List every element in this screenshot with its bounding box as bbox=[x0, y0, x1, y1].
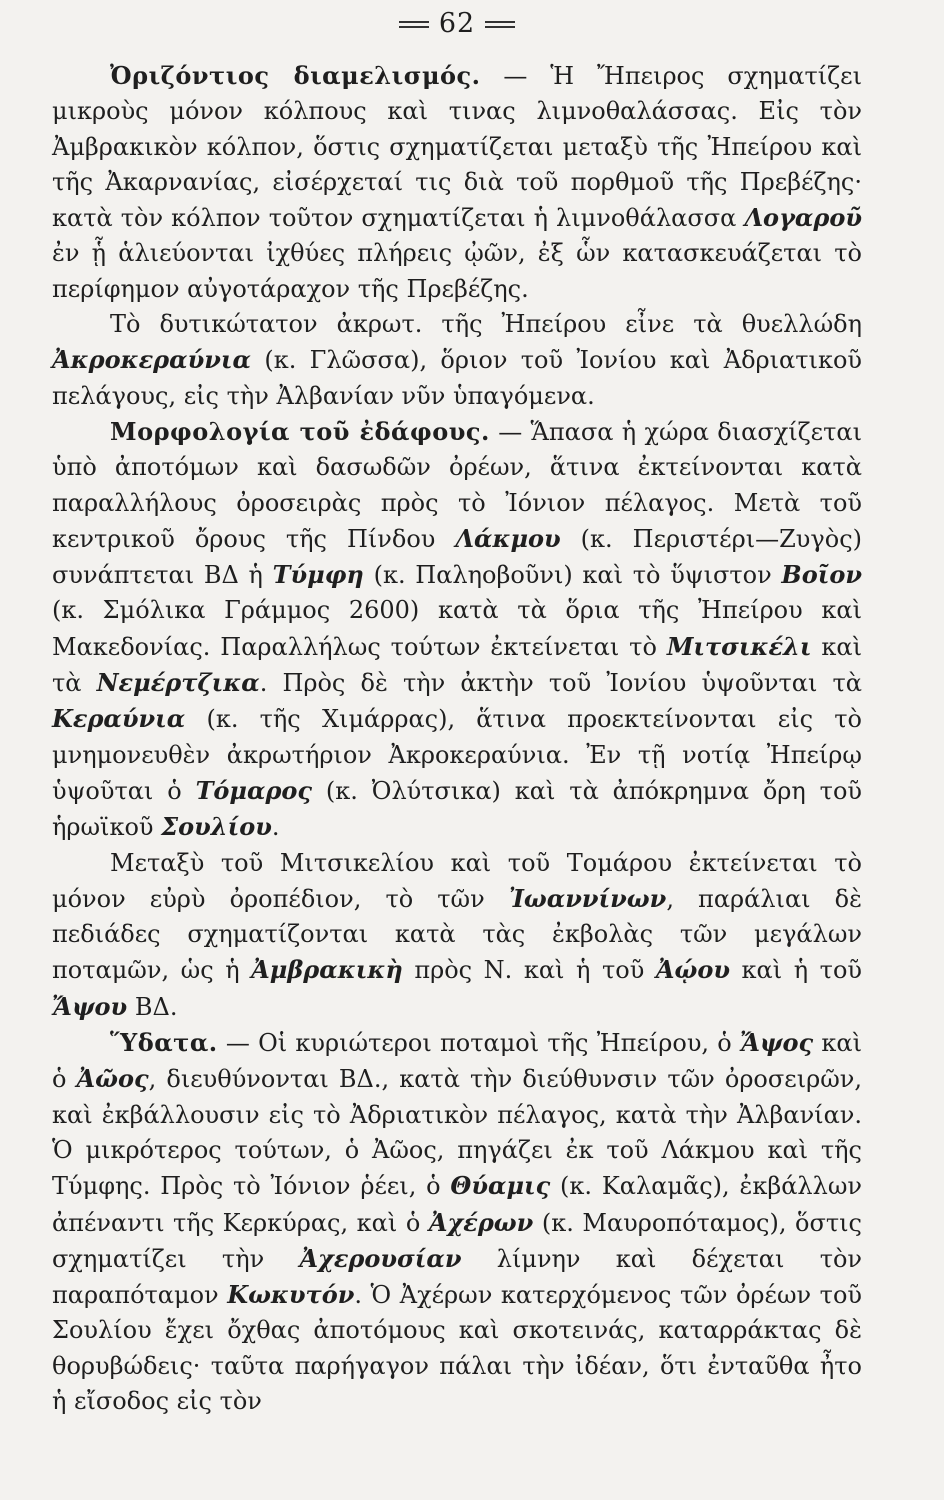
place-name: Ἀῴου bbox=[655, 955, 730, 985]
text-run: (κ. Μαυροπόταμος), ὅστις σχηματίζει τὴν bbox=[52, 1208, 862, 1273]
text-run: (κ. Σμόλικα Γράμμος 2600) κατὰ τὰ ὅρια τῆς Ἠπείρου καὶ Μακεδονίας. Παραλλήλως τούτων ἐκτείνεται τὸ bbox=[52, 596, 862, 661]
paragraph-westernmost-cape bbox=[52, 307, 862, 414]
text-run: — Οἱ κυριώτεροι ποταμοὶ τῆς Ἠπείρου, ὁ bbox=[217, 1029, 740, 1058]
place-name: Ἄψου bbox=[52, 991, 128, 1021]
place-name: Ἀχέρων bbox=[428, 1207, 534, 1237]
text-run: , διευθύνονται ΒΔ., κατὰ τὴν διεύθυνσιν τῶν ὀροσειρῶν, καὶ ἐκβάλλουσιν εἰς τὸ Ἀδριατικὸν πέλαγος, κατὰ τὴν Ἀλβανίαν. Ὁ μικρότερος τούτων, ὁ Ἀῶος, πηγάζει ἐκ τοῦ Λάκμου καὶ τῆς Τύμφης. Πρὸς τὸ Ἰόνιον ῥέει, ὁ bbox=[52, 1065, 862, 1201]
text-run: (κ. Γλῶσσα), ὅριον τοῦ Ἰονίου καὶ Ἀδριατικοῦ πελάγους, εἰς τὴν Ἀλβανίαν νῦν ὑπαγόμενα. bbox=[52, 346, 862, 410]
paragraph-plateau-plains bbox=[52, 846, 862, 1025]
text-run: καὶ ὁ bbox=[52, 1029, 862, 1094]
place-name: Ἰωαννίνων bbox=[508, 883, 667, 913]
text-run: , παράλιαι δὲ πεδιάδες σχηματίζονται κατὰ τὰς ἐκβολὰς τῶν μεγάλων ποταμῶν, ὡς ἡ bbox=[52, 884, 863, 985]
place-name: Ἀχερουσίαν bbox=[299, 1243, 462, 1273]
text-run: (κ. τῆς Χιμάρρας), ἅτινα προεκτείνονται εἰς τὸ μνημονευθὲν ἀκρωτήριον Ἀκροκεραύνια. Ἐν τῇ νοτίᾳ Ἠπείρῳ ὑψοῦται ὁ bbox=[52, 705, 862, 805]
text-run: — Ἡ Ἤπειρος σχηματίζει μικροὺς μόνον κόλπους καὶ τινας λιμνοθαλάσσας. Εἰς τὸν Ἀμβρακικὸν κόλπον, ὅστις σχηματίζεται μεταξὺ τῆς Ἠπείρου καὶ τῆς Ἀκαρνανίας, εἰσέρχεταί τις διὰ τοῦ πορθμοῦ τῆς Πρεβέζης· κατὰ τὸν κόλπον τοῦτον σχηματίζεται ἡ λιμνοθάλασσα bbox=[52, 62, 862, 233]
text-run: καὶ ἡ τοῦ bbox=[730, 956, 862, 985]
text-run: λίμνην καὶ δέχεται τὸν παραπόταμον bbox=[52, 1244, 863, 1310]
text-run: . bbox=[271, 813, 280, 842]
text-run: πρὸς Ν. καὶ ἡ τοῦ bbox=[402, 956, 656, 985]
place-name: Θύαμις bbox=[450, 1171, 551, 1201]
text-run: Μεταξὺ τοῦ Μιτσικελίου καὶ τοῦ Τομάρου ἐκτείνεται τὸ μόνον εὐρὺ ὀροπέδιον, τὸ τῶν bbox=[52, 848, 862, 913]
place-name: Σουλίου bbox=[161, 812, 272, 842]
text-run: ΒΔ. bbox=[127, 992, 178, 1021]
place-name: Λογαροῦ bbox=[744, 203, 862, 233]
place-name: Λάκμου bbox=[455, 523, 561, 553]
place-name: Τόμαρος bbox=[195, 775, 313, 805]
paragraph-horizontal-division bbox=[52, 58, 862, 307]
section-heading: Μορφολογία τοῦ ἐδάφους. bbox=[110, 416, 490, 446]
place-name: Ἀκροκεραύνια bbox=[52, 345, 251, 375]
paragraph-morphology bbox=[52, 414, 862, 846]
text-run: ἐν ᾗ ἁλιεύονται ἰχθύες πλήρεις ᾠῶν, ἐξ ὧν κατασκευάζεται τὸ περίφημον αὐγοτάραχον τῆς Πρεβέζης. bbox=[52, 239, 862, 303]
place-name: Τύμφη bbox=[272, 560, 364, 590]
page-number-right-rule bbox=[485, 21, 515, 28]
text-run: (κ. Καλαμᾶς), ἐκβάλλων ἀπέναντι τῆς Κερκύρας, καὶ ὁ bbox=[52, 1172, 863, 1237]
text-run: — Ἅπασα ἡ χώρα διασχίζεται ὑπὸ ἀποτόμων καὶ δασωδῶν ὀρέων, ἅτινα ἐκτείνονται κατὰ παραλλήλους ὀροσειρὰς πρὸς τὸ Ἰόνιον πέλαγος. Μετὰ τοῦ κεντρικοῦ ὄρους τῆς Πίνδου bbox=[52, 417, 863, 553]
text-run: (κ. Παληοβοῦνι) καὶ τὸ ὕψιστον bbox=[363, 561, 782, 590]
page-number bbox=[52, 0, 862, 50]
text-run: . Ὁ Ἀχέρων κατερχόμενος τῶν ὀρέων τοῦ Σουλίου ἔχει ὄχθας ἀποτόμους καὶ σκοτεινάς, καταρράκτας δὲ θορυβώδεις· ταῦτα παρήγαγον πάλαι τὴν ἰδέαν, ὅτι ἐνταῦθα ἦτο ἡ εἴσοδος εἰς τὸν bbox=[52, 1281, 862, 1415]
place-name: Ἀῶος bbox=[76, 1064, 149, 1094]
section-heading: Ὀριζόντιος διαμελισμός. bbox=[110, 61, 481, 90]
text-run: καὶ τὰ bbox=[52, 632, 862, 698]
text-run: (κ. Περιστέρι—Ζυγὸς) συνάπτεται ΒΔ ἡ bbox=[52, 524, 862, 590]
place-name: Μιτσικέλι bbox=[666, 631, 812, 661]
place-name: Ἄψος bbox=[739, 1028, 814, 1058]
text-run: Τὸ δυτικώτατον ἀκρωτ. τῆς Ἠπείρου εἶνε τὰ θυελλώδη bbox=[110, 310, 862, 339]
place-name: Κωκυτόν bbox=[227, 1280, 355, 1310]
paragraph-waters bbox=[52, 1025, 862, 1419]
place-name: Βοῖον bbox=[781, 560, 862, 590]
page-number-left-rule bbox=[399, 21, 429, 28]
page-body bbox=[52, 58, 862, 1419]
text-run: (κ. Ὀλύτσικα) καὶ τὰ ἀπόκρημνα ὄρη τοῦ ἡρωϊκοῦ bbox=[52, 776, 862, 842]
page-number-value: 62 bbox=[438, 8, 476, 39]
text-run: . Πρὸς δὲ τὴν ἀκτὴν τοῦ Ἰονίου ὑψοῦνται τὰ bbox=[259, 669, 862, 698]
book-page bbox=[52, 0, 862, 1500]
place-name: Ἀμβρακικὴ bbox=[251, 955, 403, 985]
section-heading: Ὕδατα. bbox=[110, 1028, 218, 1058]
place-name: Κεραύνια bbox=[52, 704, 186, 734]
place-name: Νεμέρτζικα bbox=[96, 668, 260, 698]
